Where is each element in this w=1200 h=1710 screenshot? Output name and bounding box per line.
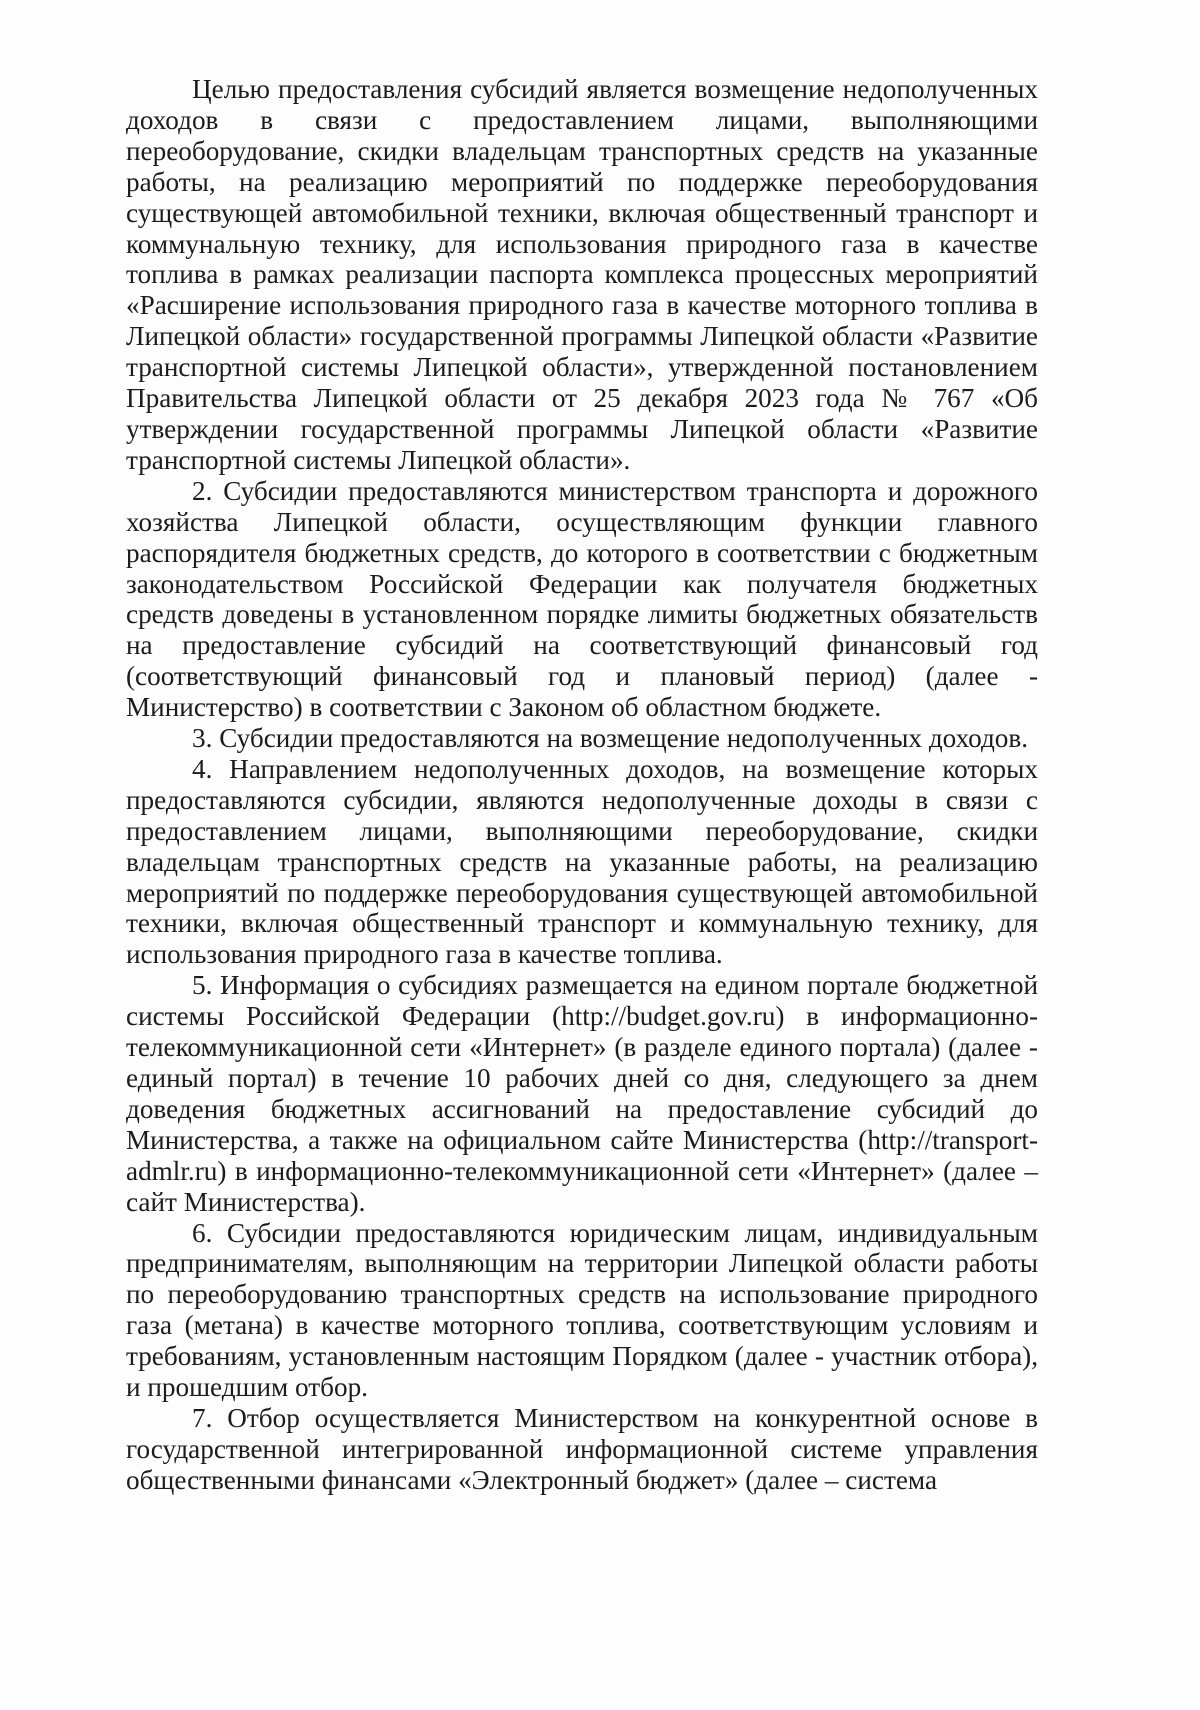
document-body [126,74,1038,1496]
paragraph-5: 5. Информация о субсидиях размещается на едином портале бюджетной системы Российской Федерации (http://budget.gov.ru) в информационно-телекоммуникационной сети «Интернет» (в разделе единого портала) (далее - единый портал) в течение 10 рабочих дней со дня, следующего за днем доведения бюджетных ассигнований на предоставление субсидий до Министерства, а также на официальном сайте Министерства (http://transport-admlr.ru) в информационно-телекоммуникационной сети «Интернет» (далее – сайт Министерства). [126,970,1038,1217]
paragraph-6: 6. Субсидии предоставляются юридическим лицам, индивидуальным предпринимателям, выполняющим на территории Липецкой области работы по переоборудованию транспортных средств на использование природного газа (метана) в качестве моторного топлива, соответствующим условиям и требованиям, установленным настоящим Порядком (далее - участник отбора), и прошедшим отбор. [126,1217,1038,1403]
paragraph-3: 3. Субсидии предоставляются на возмещение недополученных доходов. [192,723,1029,754]
paragraph-2: 2. Субсидии предоставляются министерством транспорта и дорожного хозяйства Липецкой области, осуществляющим функции главного распорядителя бюджетных средств, до которого в соответствии с бюджетным законодательством Российской Федерации как получателя бюджетных средств доведены в установленном порядке лимиты бюджетных обязательств на предоставление субсидий на соответствующий финансовый год (соответствующий финансовый год и плановый период) (далее - Министерство) в соответствии с Законом об областном бюджете. [126,475,1038,723]
paragraph-4: 4. Направлением недополученных доходов, на возмещение которых предоставляются субсидии, являются недополученные доходы в связи с предоставлением лицами, выполняющими переоборудование, скидки владельцам транспортных средств на указанные работы, на реализацию мероприятий по поддержке переоборудования существующей автомобильной техники, включая общественный транспорт и коммунальную технику, для использования природного газа в качестве топлива. [126,753,1038,970]
paragraph-purpose: Целью предоставления субсидий является возмещение недополученных доходов в связи с предоставлением лицами, выполняющими переоборудование, скидки владельцам транспортных средств на указанные работы, на реализацию мероприятий по поддержке переоборудования существующей автомобильной техники, включая общественный транспорт и коммунальную технику, для использования природного газа в качестве топлива в рамках реализации паспорта комплекса процессных мероприятий «Расширение использования природного газа в качестве моторного топлива в Липецкой области» государственной программы Липецкой области «Развитие транспортной системы Липецкой области», утвержденной постановлением Правительства Липецкой области от 25 декабря 2023 года № 767 «Об утверждении государственной программы Липецкой области «Развитие транспортной системы Липецкой области». [126,74,1038,475]
paragraph-7: 7. Отбор осуществляется Министерством на конкурентной основе в государственной интегрированной информационной системе управления общественными финансами «Электронный бюджет» (далее – система [126,1402,1038,1495]
